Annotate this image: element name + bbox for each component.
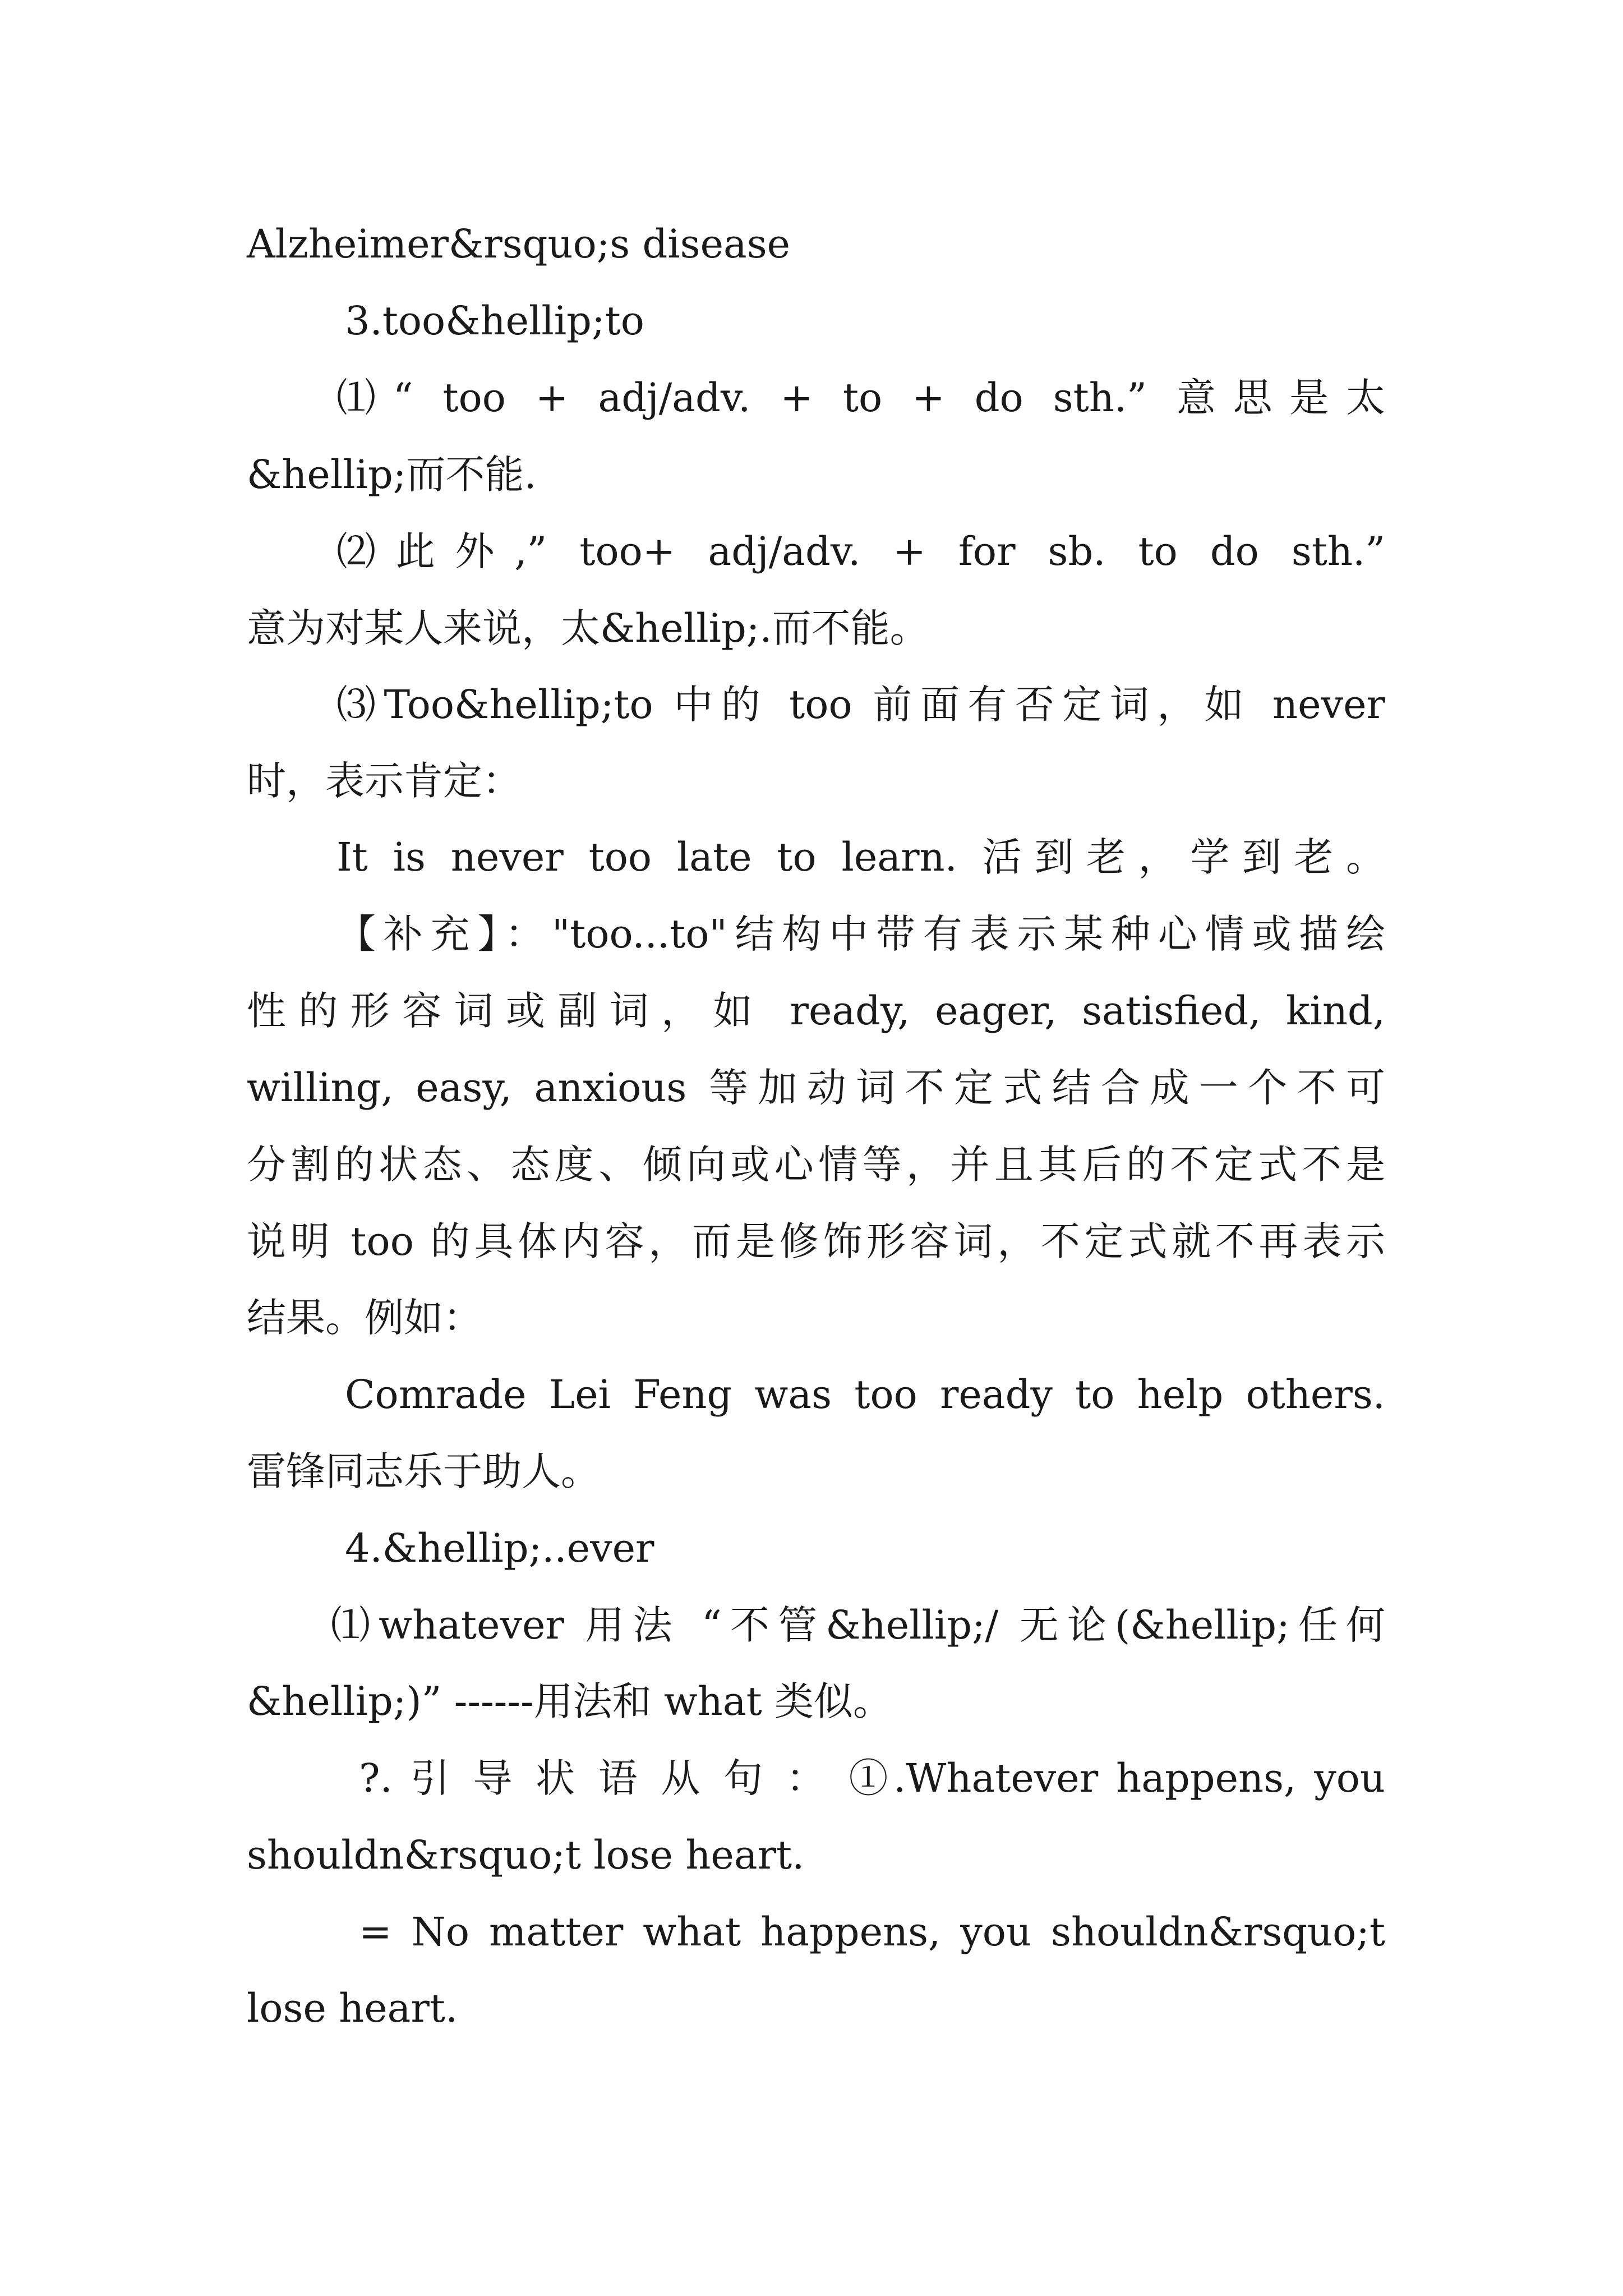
text-line: shouldn&rsquo;t lose heart. xyxy=(247,1832,805,1878)
text-line: 说明 too 的具体内容，而是修饰形容词，不定式就不再表示 xyxy=(247,1218,1385,1264)
section-heading: 3.too&hellip;to xyxy=(345,298,644,344)
text-line: lose heart. xyxy=(247,1985,458,2031)
text-line: ⑶Too&hellip;to 中的 too 前面有否定词，如 never xyxy=(336,682,1385,728)
text-line: 分割的状态、态度、倾向或心情等，并且其后的不定式不是 xyxy=(247,1142,1385,1188)
text-line: &hellip;而不能. xyxy=(247,452,537,498)
text-line: 雷锋同志乐于助人。 xyxy=(247,1448,600,1494)
text-line: 结果。例如： xyxy=(247,1295,482,1341)
text-line: ⑴“ too + adj/adv. + to + do sth.” 意思是太 xyxy=(336,375,1385,421)
text-line: 【补充】："too...to"结构中带有表示某种心情或描绘 xyxy=(336,911,1385,957)
example-sentence: It is never too late to learn. 活到老，学到老。 xyxy=(336,834,1385,880)
text-line: 性的形容词或副词，如 ready, eager, satisfied, kind, xyxy=(247,988,1385,1034)
text-line: = No matter what happens, you shouldn&rsquo;t xyxy=(359,1909,1385,1955)
text-line: ⑵此外,” too+ adj/adv. + for sb. to do sth.” xyxy=(336,528,1385,574)
section-heading: 4.&hellip;..ever xyxy=(345,1525,654,1571)
text-line: Alzheimer&rsquo;s disease xyxy=(247,221,791,267)
example-sentence: Comrade Lei Feng was too ready to help others. xyxy=(345,1372,1385,1418)
text-line: ⑴whatever 用法 “不管&hellip;/ 无论(&hellip;任何 xyxy=(331,1602,1385,1648)
text-line: 意为对某人来说，太&hellip;.而不能。 xyxy=(247,605,929,651)
text-line: ?. 引 导 状 语 从 句 ： ①.Whatever happens, you xyxy=(359,1755,1385,1801)
text-line: willing, easy, anxious 等加动词不定式结合成一个不可 xyxy=(247,1065,1385,1111)
text-line: 时，表示肯定： xyxy=(247,758,522,804)
text-line: &hellip;)” ------用法和 what 类似。 xyxy=(247,1678,893,1724)
